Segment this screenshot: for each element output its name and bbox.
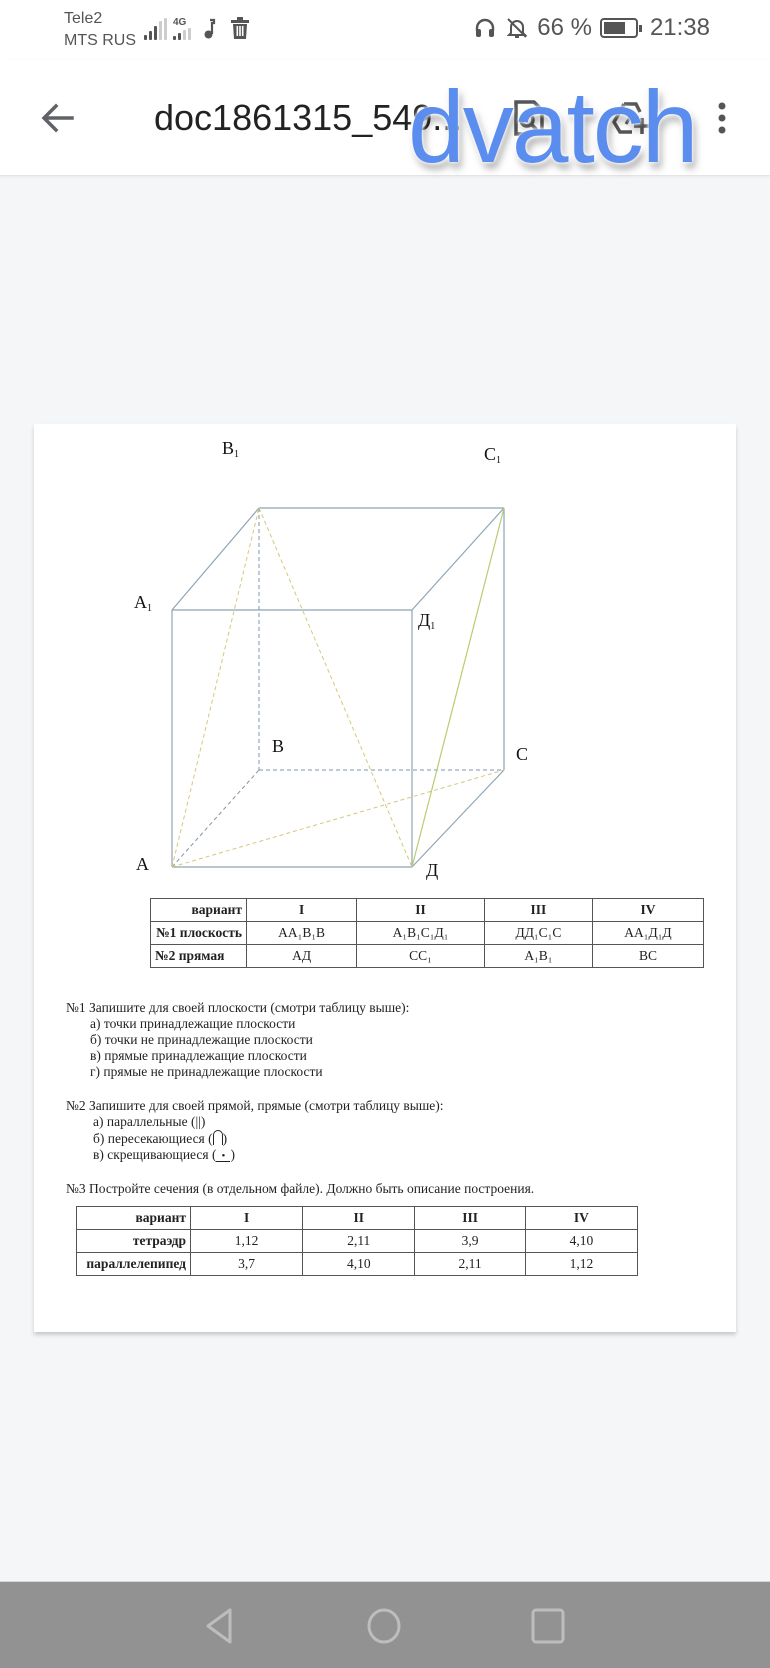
vertex-label-B: B (272, 736, 285, 756)
carrier-2: MTS RUS (64, 32, 136, 49)
vertex-label-B1: $B_1$ (222, 438, 240, 460)
vertex-label-A: A (136, 854, 149, 874)
parallelepiped-figure (34, 424, 736, 904)
table-row: №2 прямая AД CC₁ A₁B₁ BC (151, 945, 704, 968)
vertex-label-A1: $A_1$ (134, 592, 152, 614)
parallel-symbol: || (195, 1114, 201, 1129)
vertex-label-C1: $C_1$ (484, 444, 502, 466)
vertex-label-D: Д (426, 860, 439, 880)
clock: 21:38 (649, 14, 710, 41)
task-1-item: б) точки не принадлежащие плоскости (90, 1032, 313, 1047)
task-list (66, 1000, 706, 1215)
variants-table-2 (76, 1206, 638, 1276)
status-icons-right (473, 14, 710, 42)
table-header-row: вариант I II III IV (151, 899, 704, 922)
watermark-overlay: dvatch (408, 70, 697, 184)
vertex-label-D1: $Д_1$ (418, 610, 436, 632)
arrow-left-icon[interactable] (36, 96, 80, 140)
skew-symbol: • (216, 1151, 230, 1162)
system-nav-bar (0, 1581, 770, 1668)
headset-icon (473, 16, 497, 40)
document-page (34, 424, 736, 1332)
task-2 (66, 1098, 706, 1163)
task-1-item: а) точки принадлежащие плоскости (90, 1016, 296, 1031)
music-note-icon (203, 18, 217, 40)
task-2-item: в) скрещивающиеся ( • ) (93, 1147, 235, 1162)
task-1-item: в) прямые принадлежащие плоскости (90, 1048, 307, 1063)
task-2-item: а) параллельные (||) (93, 1114, 206, 1129)
task-3-title: №3 Постройте сечения (в отдельном файле). Должно быть описание построения. (66, 1181, 535, 1196)
document-title: doc1861315_549... (154, 97, 463, 138)
highlight-dashed (172, 508, 504, 867)
task-1-title: №1 Запишите для своей плоскости (смотри таблицу выше): (66, 1000, 410, 1015)
status-bar (0, 0, 770, 60)
vertex-label-C: C (516, 744, 529, 764)
trash-icon (229, 16, 251, 40)
carrier-1: Tele2 (64, 10, 103, 27)
variants-table-1 (150, 898, 704, 968)
home-circle-icon[interactable] (364, 1606, 404, 1646)
table-row: параллелепипед 3,7 4,10 2,11 1,12 (77, 1253, 638, 1276)
hidden-edges (172, 508, 504, 867)
task-1-item: г) прямые не принадлежащие плоскости (90, 1064, 323, 1079)
app-bar (0, 60, 770, 184)
task-3 (66, 1181, 706, 1197)
table-row: №1 плоскость AA₁B₁B A₁B₁C₁Д₁ ДД₁C₁C AA₁Д₁Д (151, 922, 704, 945)
recents-square-icon[interactable] (528, 1606, 568, 1646)
carrier-info (64, 8, 136, 52)
intersect-symbol (213, 1130, 223, 1145)
task-2-item: б) пересекающиеся ( ) (93, 1131, 228, 1146)
add-to-drive-icon[interactable] (610, 96, 654, 140)
task-1 (66, 1000, 706, 1080)
find-in-page-icon[interactable] (508, 96, 552, 140)
battery-percent: 66 % (537, 14, 592, 41)
signal-icon (144, 18, 167, 40)
table-row: тетраэдр 1,12 2,11 3,9 4,10 (77, 1230, 638, 1253)
signal-4g-icon: 4G (173, 18, 191, 40)
back-triangle-icon[interactable] (200, 1606, 240, 1646)
table-header-row: вариант I II III IV (77, 1207, 638, 1230)
solid-edges (172, 508, 504, 867)
battery-icon (600, 18, 638, 38)
bell-off-icon (505, 16, 529, 40)
task-2-title: №2 Запишите для своей прямой, прямые (смотри таблицу выше): (66, 1098, 444, 1113)
highlight-solid (412, 508, 504, 867)
status-icons-left (144, 16, 251, 40)
more-vert-icon[interactable] (700, 96, 744, 140)
